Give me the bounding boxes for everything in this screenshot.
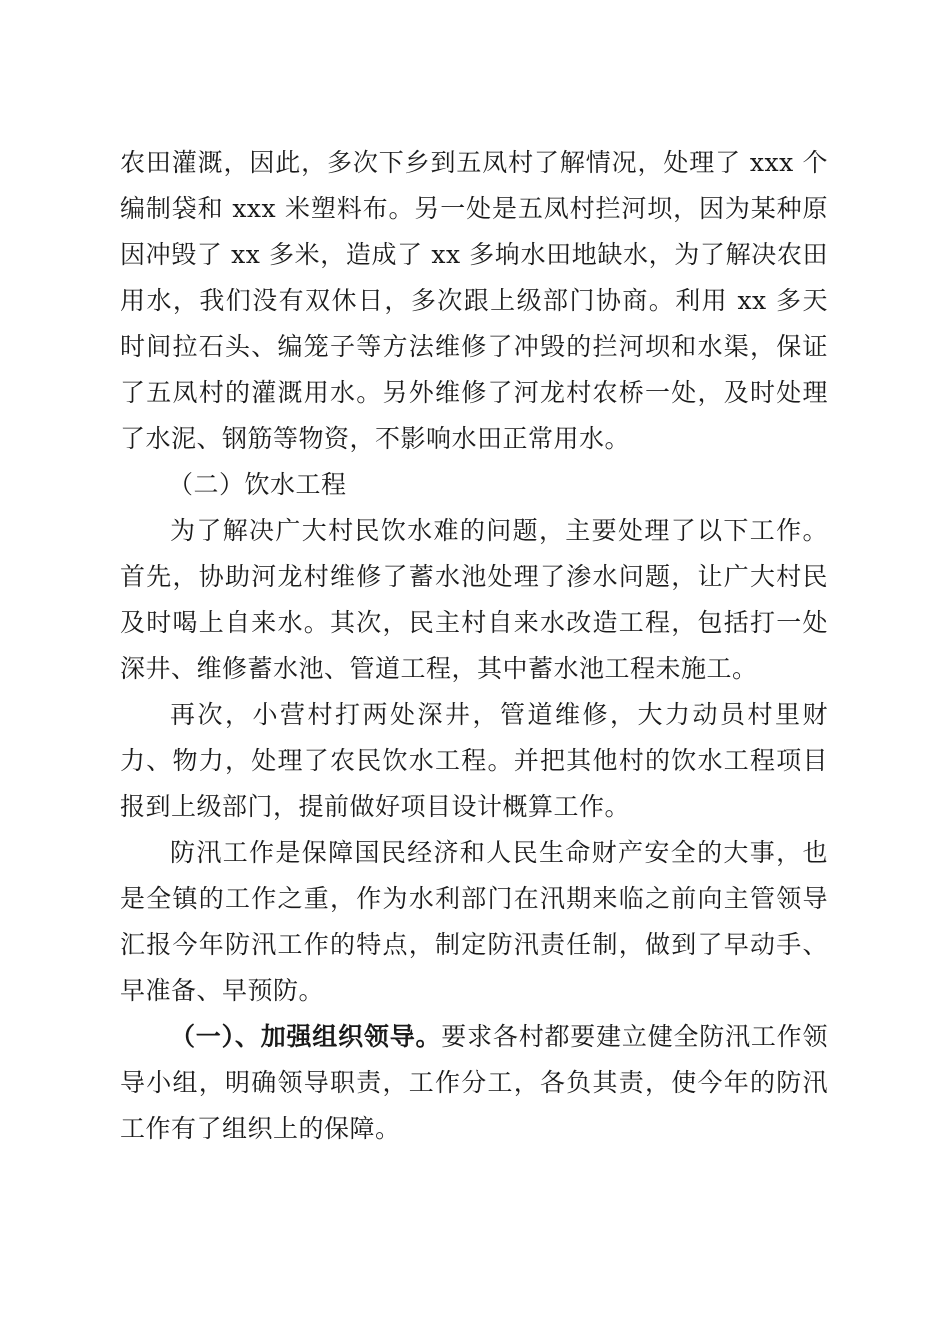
paragraph-lead-title: （一）、加强组织领导。 [170,1022,442,1051]
paragraph-drinking-water-1: 为了解决广大村民饮水难的问题，主要处理了以下工作。首先，协助河龙村维修了蓄水池处理了渗水问题，让广大村民及时喝上自来水。其次，民主村自来水改造工程，包括打一处深井、维修蓄水池、管道工程，其中蓄水池工程未施工。 [120,516,828,683]
section-heading-drinking-water: （二）饮水工程 [168,470,347,499]
paragraph-drinking-water-2: 再次，小营村打两处深井，管道维修，大力动员村里财力、物力，处理了农民饮水工程。并把其他村的饮水工程项目报到上级部门，提前做好项目设计概算工作。 [120,700,828,821]
paragraph-flood-control: 防汛工作是保障国民经济和人民生命财产安全的大事，也是全镇的工作之重，作为水利部门在汛期来临之前向主管领导汇报今年防汛工作的特点，制定防汛责任制，做到了早动手、早准备、早预防。 [120,838,828,1005]
paragraph-lead-body: 要求各村都要建立健全防汛工作领导小组，明确领导职责，工作分工，各负其责，使今年的防汛工作有了组织上的保障。 [120,1022,828,1143]
document-body [120,140,828,1152]
paragraph-organization-leadership [120,1014,828,1152]
paragraph-irrigation: 农田灌溉，因此，多次下乡到五凤村了解情况，处理了 xxx 个编制袋和 xxx 米塑料布。另一处是五凤村拦河坝，因为某种原因冲毁了 xx 多米，造成了 xx 多垧水田地缺水，为了解决农田用水，我们没有双休日，多次跟上级部门协商。利用 xx 多天时间拉石头、编笼子等方法维修了冲毁的拦河坝和水渠，保证了五凤村的灌溉用水。另外维修了河龙村农桥一处，及时处理了水泥、钢筋等物资，不影响水田正常用水。 [120,148,828,453]
